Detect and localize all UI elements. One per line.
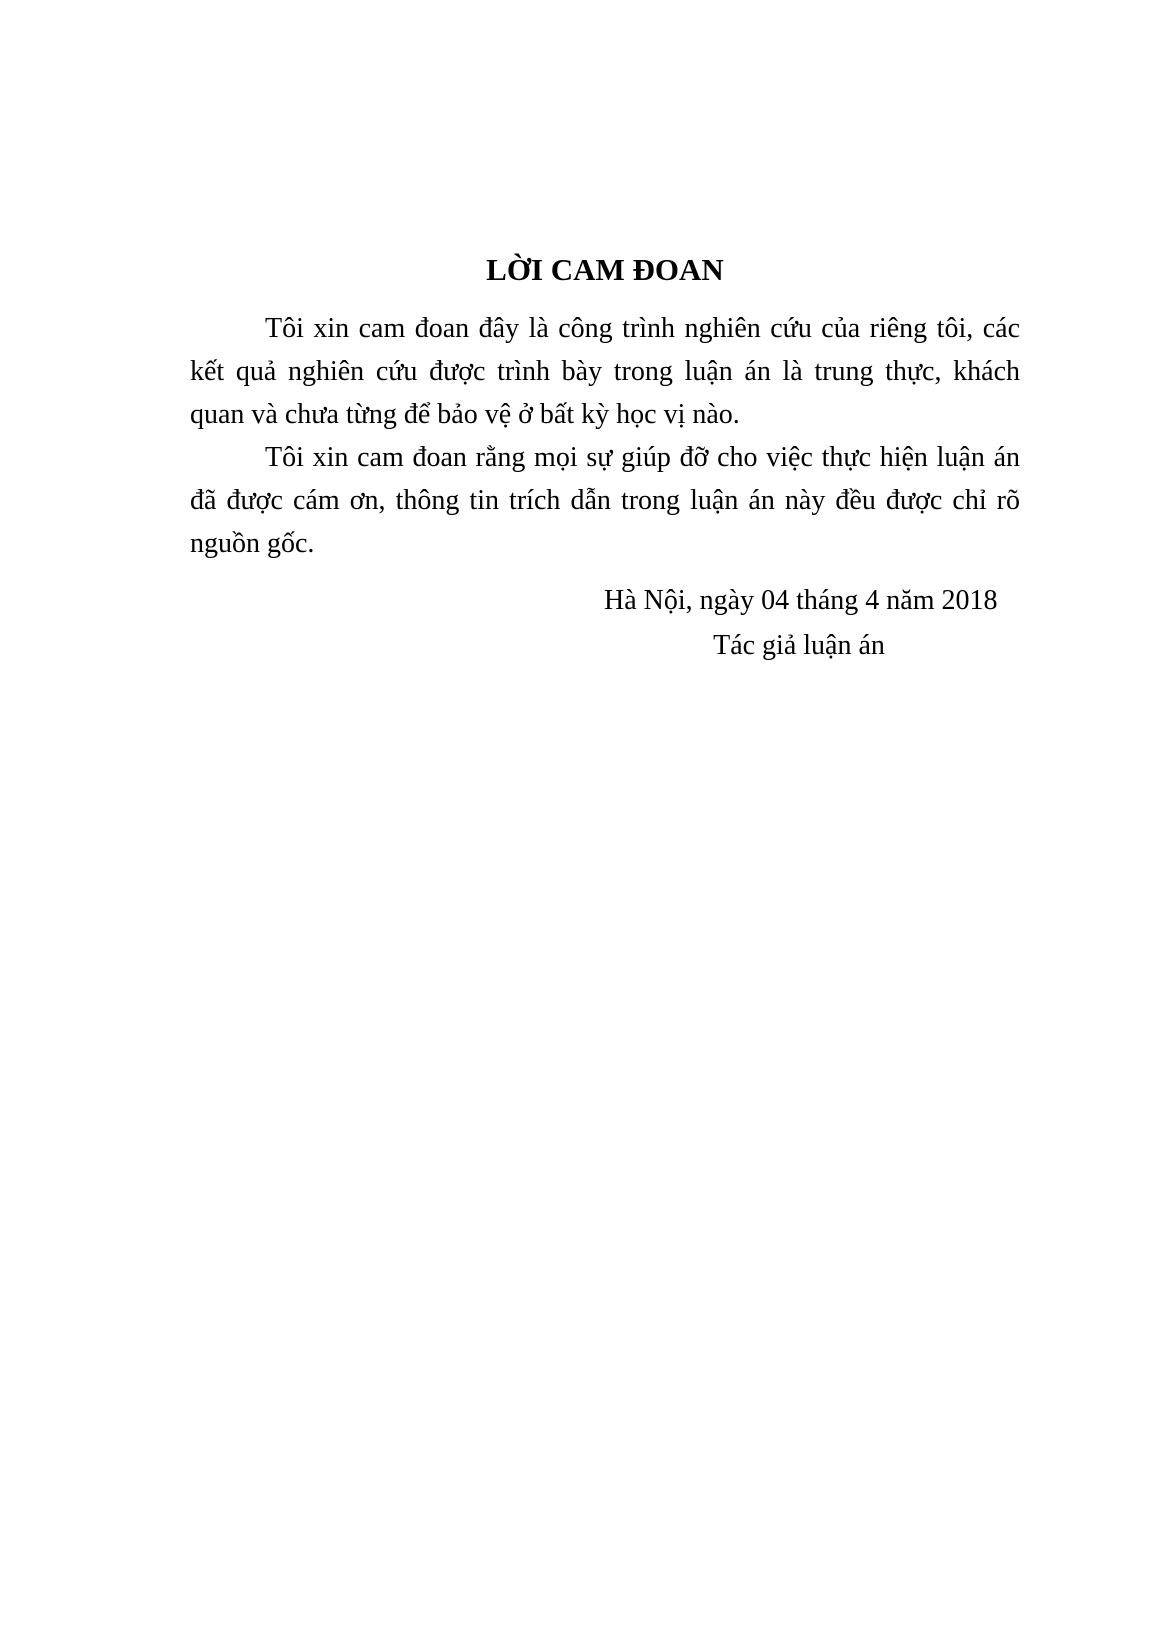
page-title: LỜI CAM ĐOAN bbox=[486, 252, 724, 287]
declaration-paragraph-1: Tôi xin cam đoan đây là công trình nghiên cứu của riêng tôi, các kết quả nghiên cứu được trình bày trong luận án là trung thực, khách quan và chưa từng để bảo vệ ở bất kỳ học vị nào. bbox=[190, 313, 1020, 430]
closing-block bbox=[604, 579, 998, 667]
declaration-paragraph-2: Tôi xin cam đoan rằng mọi sự giúp đỡ cho việc thực hiện luận án đã được cám ơn, thông tin trích dẫn trong luận án này đều được chỉ rõ nguồn gốc. bbox=[190, 442, 1020, 559]
signature-label: Tác giả luận án bbox=[713, 630, 885, 661]
date-line: Hà Nội, ngày 04 tháng 4 năm 2018 bbox=[604, 585, 998, 616]
